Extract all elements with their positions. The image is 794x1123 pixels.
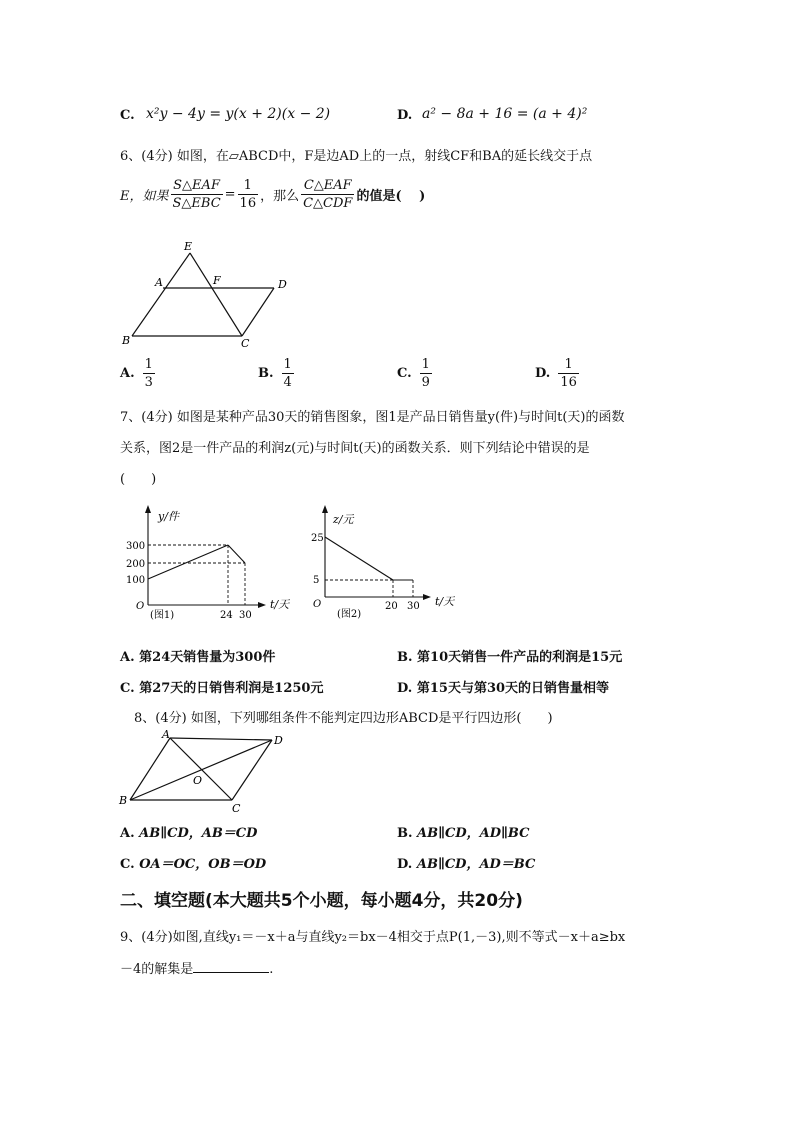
q7-option-c[interactable]	[120, 677, 323, 696]
q6-area-num: S△EAF	[171, 177, 223, 195]
q7-chart1	[118, 505, 298, 623]
chart1-y-arrow	[145, 505, 151, 513]
q5-option-c-expr: x²y − 4y = y(x + 2)(x − 2)	[146, 106, 331, 122]
chart2-ytick-5: 5	[313, 575, 320, 586]
q9-stem-line1: 9、(4分)如图,直线y₁＝－x＋a与直线y₂＝bx－4相交于点P(1,－3),则不等式－x＋a≥bx	[120, 930, 626, 945]
chart2-origin: O	[313, 599, 322, 610]
q8-stem: 8、(4分) 如图，下列哪组条件不能判定四边形ABCD是平行四边形( )	[134, 711, 553, 726]
q8-option-a-label: A.	[120, 826, 135, 841]
label-d: D	[274, 734, 283, 747]
diagonal-bd	[130, 740, 272, 800]
label-f: F	[213, 274, 221, 287]
q6-option-b-den: 4	[283, 375, 292, 390]
q8-option-d-label: D.	[397, 857, 413, 872]
q6-option-d-label: D.	[535, 366, 551, 381]
chart1-caption: (图1)	[150, 610, 175, 621]
chart1-ytick-100: 100	[126, 575, 146, 586]
chart2-ytick-25: 25	[311, 533, 324, 544]
chart1-xtick-30: 30	[239, 610, 252, 621]
q6-option-b[interactable]	[258, 356, 296, 391]
line-be	[132, 253, 190, 336]
q6-option-a-fraction	[143, 356, 155, 391]
q6-option-d-num: 1	[558, 356, 579, 374]
q6-option-d[interactable]	[535, 356, 581, 391]
label-a: A	[155, 276, 163, 289]
q5-option-d-label: D.	[397, 108, 413, 123]
section-fill-in-heading: 二、填空题(本大题共5个小题，每小题4分，共20分)	[120, 891, 523, 911]
chart1-line-rising	[148, 545, 228, 579]
label-d: D	[278, 278, 287, 291]
q6-ratio-num: 1	[238, 177, 259, 195]
label-e: E	[184, 240, 193, 253]
q6-ratio-fraction	[238, 177, 259, 212]
q6-area-ratio-fraction	[171, 177, 223, 212]
q7-option-a-text: 第24天销售量为300件	[139, 650, 276, 665]
q8-option-a-text: AB∥CD，AB＝CD	[139, 826, 258, 841]
line-ad	[170, 738, 272, 740]
chart2-y-arrow	[322, 505, 328, 513]
q6-equals: =	[224, 187, 236, 202]
q8-option-c[interactable]	[120, 853, 266, 872]
q5-option-c-label: C.	[120, 108, 135, 123]
chart2-x-arrow	[423, 594, 431, 600]
q9-stem-line2	[120, 958, 273, 977]
q6-option-c-label: C.	[397, 366, 412, 381]
chart2-ylabel: z/元	[333, 513, 354, 526]
chart2-caption: (图2)	[337, 609, 362, 620]
chart1-xlabel: t/天	[270, 598, 290, 611]
q6-option-d-den: 16	[560, 375, 577, 390]
chart1-xtick-24: 24	[220, 610, 233, 621]
line-dc	[242, 288, 274, 336]
q6-option-a[interactable]	[120, 356, 157, 391]
q6-option-a-den: 3	[144, 375, 153, 390]
q7-option-d-text: 第15天与第30天的日销售量相等	[416, 681, 610, 696]
q7-option-b-text: 第10天销售一件产品的利润是15元	[417, 650, 623, 665]
chart2-xtick-20: 20	[385, 601, 398, 612]
q6-then: ，那么	[260, 189, 300, 204]
q8-option-d[interactable]	[397, 853, 535, 872]
chart1-ylabel: y/件	[158, 510, 179, 523]
q6-option-b-num: 1	[283, 357, 292, 372]
chart1-ytick-200: 200	[126, 559, 146, 570]
label-a: A	[162, 728, 170, 741]
q6-option-d-fraction	[558, 356, 579, 391]
q6-tail: 的值是( )	[356, 189, 426, 204]
q7-stem-line3: ( )	[120, 472, 157, 487]
q8-option-c-text: OA＝OC，OB＝OD	[139, 857, 267, 872]
q6-ratio-den: 16	[239, 196, 257, 211]
q6-stem-line1: 6、(4分) 如图，在▱ABCD中，F是边AD上的一点，射线CF和BA的延长线交于点	[120, 149, 593, 164]
line-ec	[190, 253, 242, 336]
q6-stem-line2	[120, 177, 425, 212]
q6-option-b-fraction	[282, 356, 294, 391]
q8-option-b-label: B.	[397, 826, 413, 841]
q8-option-c-label: C.	[120, 857, 135, 872]
q6-perimeter-den: C△CDF	[303, 196, 353, 211]
chart2-xlabel: t/天	[435, 595, 455, 608]
q7-stem-line2: 关系，图2是一件产品的利润z(元)与时间t(天)的函数关系．则下列结论中错误的是	[120, 441, 590, 456]
q8-option-a[interactable]	[120, 822, 257, 841]
q7-option-b-label: B.	[397, 650, 413, 665]
q8-option-b-text: AB∥CD，AD∥BC	[417, 826, 530, 841]
q7-option-b[interactable]	[397, 646, 622, 665]
q7-option-c-label: C.	[120, 681, 135, 696]
q6-option-a-label: A.	[120, 366, 135, 381]
line-ab	[130, 738, 170, 800]
label-b: B	[122, 334, 131, 347]
label-b: B	[119, 794, 128, 807]
q6-perimeter-ratio-fraction	[301, 177, 354, 212]
q8-parallelogram-figure	[116, 728, 296, 816]
q6-option-c[interactable]	[397, 356, 434, 391]
q7-option-d[interactable]	[397, 677, 609, 696]
chart1-ytick-300: 300	[126, 541, 146, 552]
chart1-origin: O	[136, 601, 145, 612]
q6-area-den: S△EBC	[172, 196, 221, 211]
chart1-line-falling	[228, 545, 245, 563]
q7-option-a[interactable]	[120, 646, 275, 665]
q7-option-c-text: 第27天的日销售利润是1250元	[139, 681, 324, 696]
q6-option-b-label: B.	[258, 366, 274, 381]
chart2-xtick-30: 30	[407, 601, 420, 612]
q7-stem-line1: 7、(4分) 如图是某种产品30天的销售图象，图1是产品日销售量y(件)与时间t(天)的函数	[120, 410, 625, 425]
q7-option-d-label: D.	[397, 681, 413, 696]
q6-parallelogram-figure	[118, 238, 298, 350]
q6-perimeter-num: C△EAF	[301, 177, 354, 195]
chart2-line-falling	[325, 537, 393, 580]
chart1-x-arrow	[258, 602, 266, 608]
q8-option-d-text: AB∥CD，AD＝BC	[416, 857, 536, 872]
q6-option-c-den: 9	[421, 375, 430, 390]
q9-line2-text: －4的解集是	[120, 962, 194, 977]
q6-option-c-num: 1	[421, 357, 430, 372]
q9-answer-blank[interactable]	[193, 960, 269, 973]
q5-option-d-expr: a² − 8a + 16 = (a + 4)²	[422, 106, 588, 122]
q9-line2-period: .	[269, 962, 274, 977]
q8-option-b[interactable]	[397, 822, 529, 841]
q7-option-a-label: A.	[120, 650, 135, 665]
label-c: C	[241, 337, 250, 350]
q6-e-prefix: E，如果	[120, 189, 169, 204]
diagonal-ac	[170, 738, 232, 800]
label-c: C	[232, 802, 241, 815]
q6-option-a-num: 1	[144, 357, 153, 372]
q6-option-c-fraction	[420, 356, 432, 391]
q7-chart2	[305, 505, 475, 623]
label-o: O	[193, 774, 203, 787]
